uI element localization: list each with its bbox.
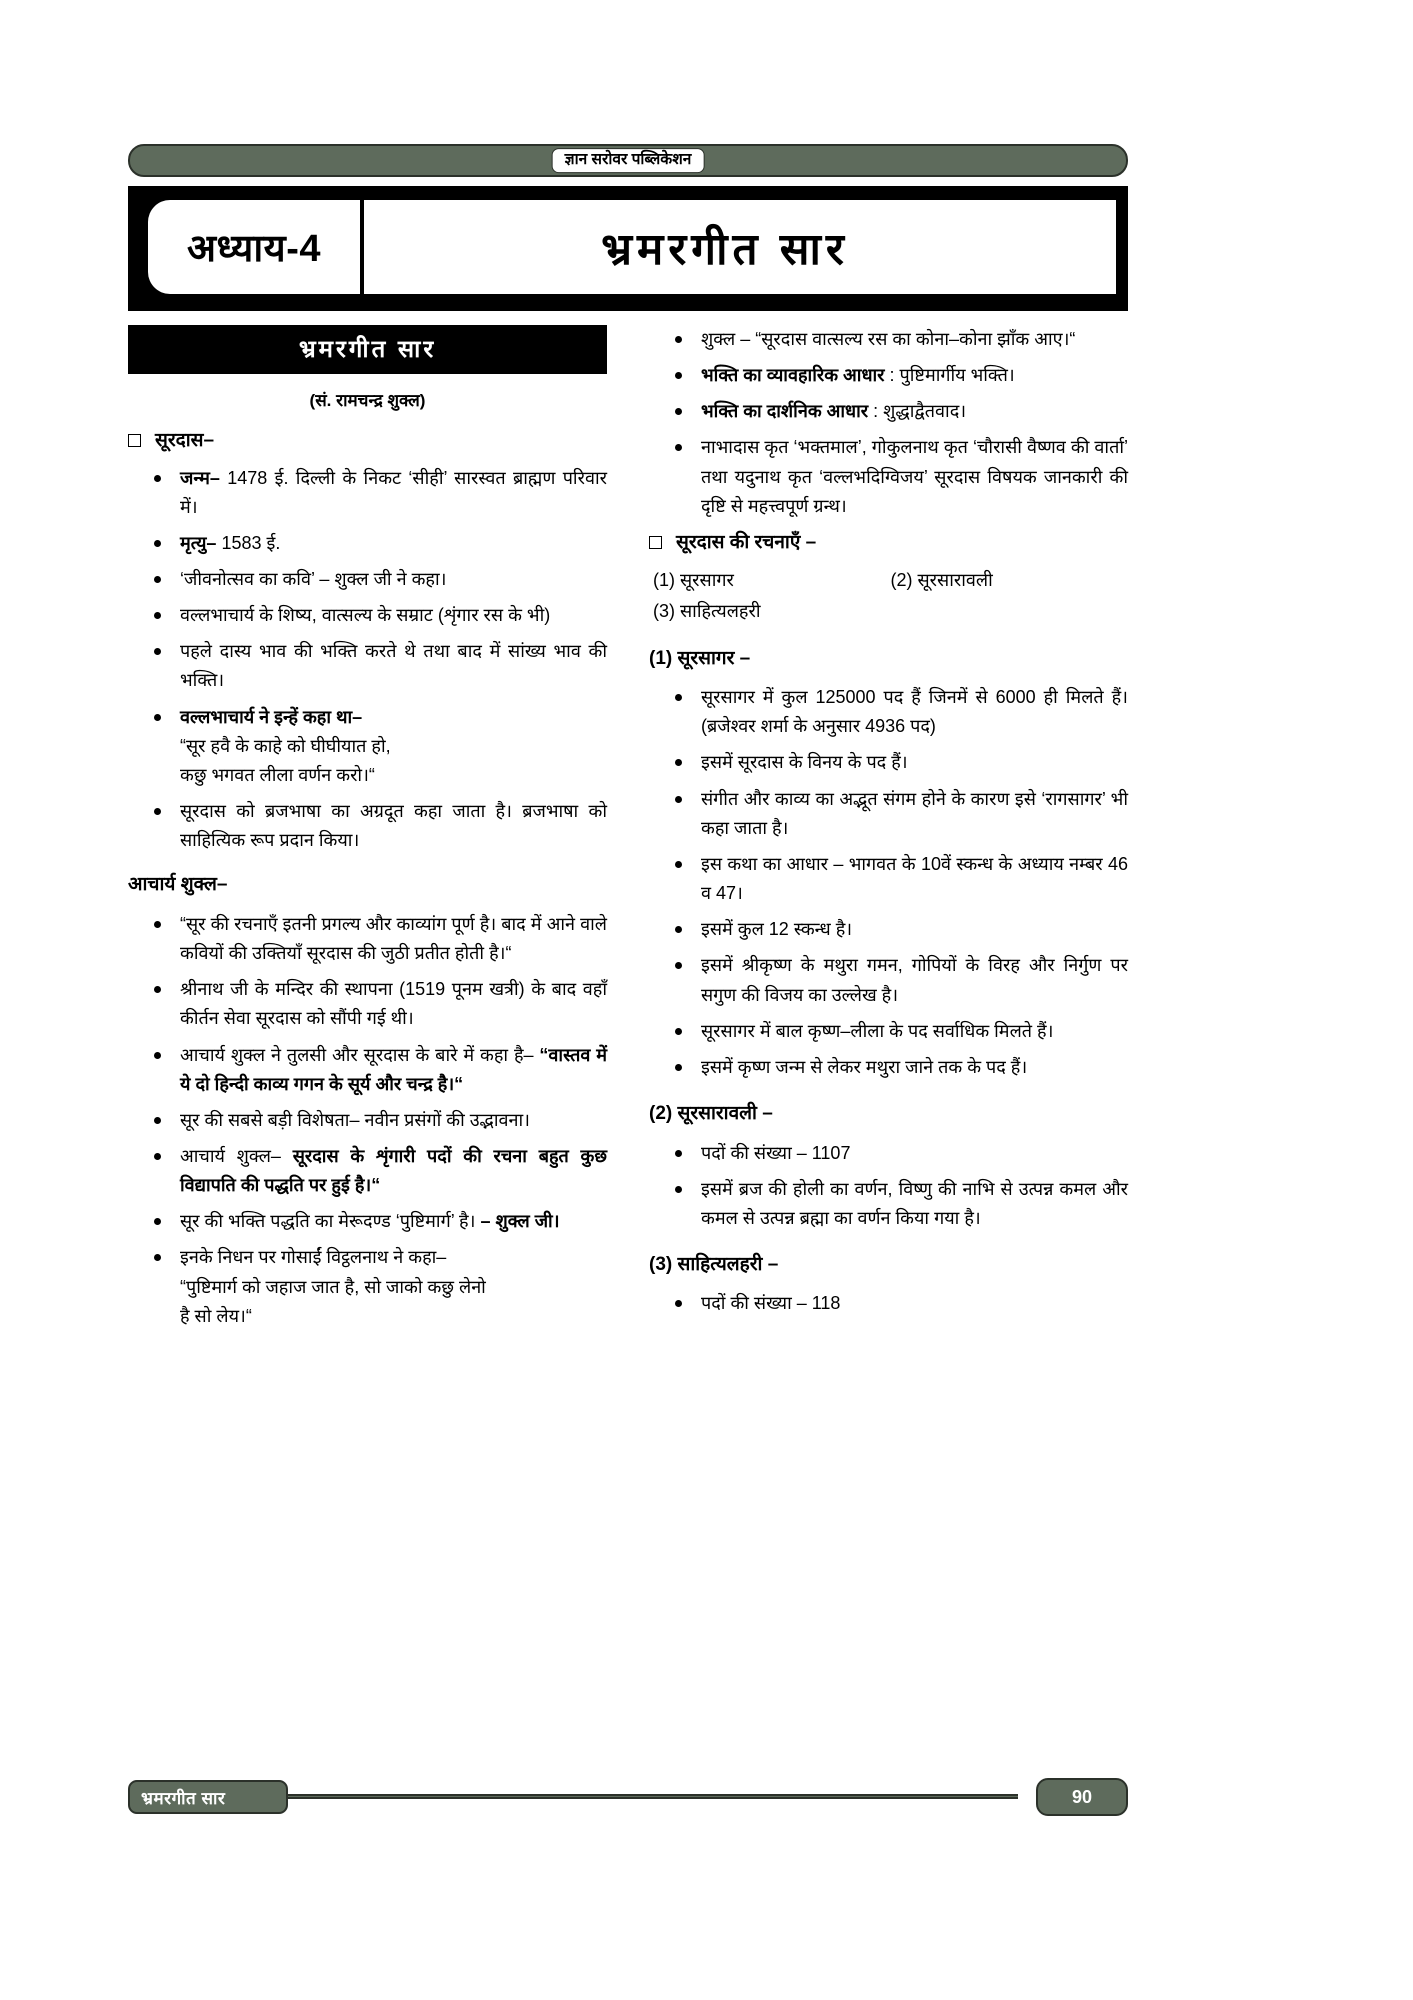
point-text: इसमें कृष्ण जन्म से लेकर मथुरा जाने तक के पद हैं। <box>701 1056 1028 1077</box>
point-label: भक्ति का व्यावहारिक आधार <box>701 365 885 386</box>
list-item <box>671 915 1128 944</box>
shukla-points-list <box>150 910 607 1331</box>
right-column <box>649 325 1128 1750</box>
point-label: जन्म– <box>180 467 220 488</box>
section-banner: भ्रमरगीत सार <box>128 325 607 374</box>
point-text: पदों की संख्या – 1107 <box>701 1142 851 1163</box>
sahityalahari-points-list <box>671 1289 1128 1318</box>
work-item: (1) सूरसागर <box>653 570 734 591</box>
point-text: 1478 ई. दिल्ली के निकट ‘सीही’ सारस्वत ब्राह्मण परिवार में। <box>180 467 607 517</box>
page-title: भ्रमरगीत सार <box>601 225 849 274</box>
point-text: संगीत और काव्य का अद्भूत संगम होने के कारण इसे ‘रागसागर’ भी कहा जाता है। <box>701 788 1128 838</box>
list-item <box>671 951 1128 1009</box>
heading-sahityalahari: (3) साहित्यलहरी – <box>649 1253 779 1275</box>
point-label: मृत्यु– <box>180 532 217 553</box>
list-item <box>671 683 1128 741</box>
point-text: सूरसागर में बाल कृष्ण–लीला के पद सर्वाधिक मिलते हैं। <box>701 1020 1054 1041</box>
point-text: सूरदास को ब्रजभाषा का अग्रदूत कहा जाता है। ब्रजभाषा को साहित्यिक रूप प्रदान किया। <box>180 801 607 851</box>
point-text: पहले दास्य भाव की भक्ति करते थे तथा बाद में सांख्य भाव की भक्ति। <box>180 641 607 691</box>
square-bullet-icon <box>128 434 141 447</box>
heading-surdas <box>128 427 607 456</box>
point-text: “सूर की रचनाएँ इतनी प्रगल्य और काव्यांग पूर्ण है। बाद में आने वाले कवियों की उक्तियाँ सूरदास की जुठी प्रतीत होती है।“ <box>180 913 607 964</box>
list-item <box>150 1243 607 1330</box>
heading-acharya-shukla: आचार्य शुक्ल– <box>128 874 228 896</box>
point-text: शुक्ल – “सूरदास वात्सल्य रस का कोना–कोना झाँक आए।“ <box>701 329 1076 349</box>
list-item <box>150 565 607 594</box>
page-footer <box>128 1780 1128 1816</box>
publisher-name: ज्ञान सरोवर पब्लिकेशन <box>552 148 705 174</box>
list-item <box>150 910 607 968</box>
point-text: वल्लभाचार्य के शिष्य, वात्सल्य के सम्राट (शृंगार रस के भी) <box>180 605 551 626</box>
list-item <box>671 1139 1128 1168</box>
point-text: इस कथा का आधार – भागवत के 10वें स्कन्ध के अध्याय नम्बर 46 व 47। <box>701 853 1128 904</box>
chapter-header-band <box>128 186 1128 311</box>
vallabh-verse-line-1: “सूर हवै के काहे को घीघीयात हो, <box>180 735 391 756</box>
work-item: (3) साहित्यलहरी <box>653 601 761 622</box>
tulsi-quote: “वास्तव में ये दो हिन्दी काव्य गगन के सूर्य और चन्द्र है।“ <box>180 1044 607 1094</box>
surdas-points-list <box>150 464 607 856</box>
point-text: इसमें ब्रज की होली का वर्णन, विष्णु की नाभि से उत्पन्न कमल और कमल से उत्पन्न ब्रह्मा का वर्णन किया गया है। <box>701 1178 1128 1228</box>
body-columns <box>128 325 1128 1750</box>
list-item <box>671 850 1128 908</box>
list-item <box>671 361 1128 390</box>
shringari-lead: आचार्य शुक्ल– <box>180 1145 293 1166</box>
merudand-attribution: – शुक्ल जी। <box>480 1211 560 1232</box>
list-item <box>671 1175 1128 1233</box>
footer-chapter-label: भ्रमरगीत सार <box>141 1788 226 1808</box>
list-item <box>150 464 607 522</box>
list-item <box>150 637 607 695</box>
tulsi-lead: आचार्य शुक्ल ने तुलसी और सूरदास के बारे में कहा है– <box>180 1044 540 1065</box>
list-item <box>150 1207 607 1236</box>
list-item <box>671 1017 1128 1046</box>
list-item <box>671 325 1128 354</box>
point-label: भक्ति का दार्शनिक आधार <box>701 401 869 422</box>
list-item <box>671 397 1128 426</box>
footer-chapter-label-box <box>128 1780 288 1814</box>
point-text: नाभादास कृत ‘भक्तमाल’, गोकुलनाथ कृत ‘चौरासी वैष्णव की वार्ता’ तथा यदुनाथ कृत ‘वल्लभदिग्विजय’ सूरदास विषयक जानकारी की दृष्टि से महत्त्वपूर्ण ग्रन्थ। <box>701 437 1128 516</box>
point-text: पदों की संख्या – 118 <box>701 1293 841 1314</box>
left-column <box>128 325 607 1750</box>
heading-soorsagar: (1) सूरसागर – <box>649 647 751 669</box>
list-item <box>150 529 607 558</box>
work-item: (2) सूरसारावली <box>890 570 993 591</box>
heading-rachnaye-label: सूरदास की रचनाएँ – <box>676 531 817 553</box>
square-bullet-icon <box>649 536 662 549</box>
list-item <box>671 433 1128 520</box>
point-text: सूर की भक्ति पद्धति का मेरूदण्ड ‘पुष्टिमार्ग’ है। <box>180 1211 476 1232</box>
editor-byline: (सं. रामचन्द्र शुक्ल) <box>309 391 426 410</box>
list-item <box>671 748 1128 777</box>
chapter-header-inner <box>148 200 1116 294</box>
page-number-badge <box>1036 1778 1128 1816</box>
list-item <box>150 975 607 1033</box>
point-text: इसमें कुल 12 स्कन्ध है। <box>701 919 853 940</box>
vitthalnath-lead: इनके निधन पर गोसाईं विट्ठलनाथ ने कहा– <box>180 1247 447 1268</box>
list-item <box>150 1106 607 1135</box>
vitthalnath-quote-line-1: “पुष्टिमार्ग को जहाज जात है, सो जाको कछु लेनो <box>180 1276 486 1297</box>
heading-soorsaravali: (2) सूरसारावली – <box>649 1103 773 1124</box>
shringari-quote: सूरदास के शृंगारी पदों की रचना बहुत कुछ विद्यापति की पद्धति पर हुई है।“ <box>180 1145 607 1196</box>
vitthalnath-quote-line-2: है सो लेय।“ <box>180 1305 252 1326</box>
soorsaravali-points-list <box>671 1139 1128 1233</box>
vallabh-verse-line-2: कछु भगवत लीला वर्णन करो।“ <box>180 764 375 785</box>
point-text: : पुष्टिमार्गीय भक्ति। <box>884 365 1015 386</box>
point-text: इसमें श्रीकृष्ण के मथुरा गमन, गोपियों के विरह और निर्गुण पर सगुण की विजय का उल्लेख है। <box>701 955 1128 1005</box>
footer-divider <box>288 1794 1018 1799</box>
list-item <box>671 1289 1128 1318</box>
point-text: ‘जीवनोत्सव का कवि’ – शुक्ल जी ने कहा। <box>180 568 447 589</box>
works-list <box>653 565 1128 626</box>
vallabh-lead: वल्लभाचार्य ने इन्हें कहा था– <box>180 706 363 727</box>
list-item <box>150 797 607 855</box>
point-text: 1583 ई. <box>216 532 281 553</box>
soorsagar-points-list <box>671 683 1128 1082</box>
footer-chapter-tab <box>128 1780 288 1814</box>
list-item <box>150 601 607 630</box>
point-text: सूरसागर में कुल 125000 पद हैं जिनमें से 6000 ही मिलते हैं। (ब्रजेश्वर शर्मा के अनुसार 4936 पद) <box>701 687 1128 737</box>
list-item <box>671 785 1128 843</box>
list-item <box>150 703 607 790</box>
list-item <box>150 1041 607 1099</box>
heading-surdas-label: सूरदास– <box>155 430 215 451</box>
chapter-number: अध्याय-4 <box>148 200 364 294</box>
page-number: 90 <box>1071 1786 1093 1807</box>
point-text: सूर की सबसे बड़ी विशेषता– नवीन प्रसंगों की उद्भावना। <box>180 1109 531 1130</box>
heading-rachnaye <box>649 529 1128 558</box>
point-text: इसमें सूरदास के विनय के पद हैं। <box>701 752 908 773</box>
point-text: : शुद्धाद्वैतवाद। <box>868 401 967 422</box>
publisher-ribbon <box>128 144 1128 177</box>
list-item <box>150 1142 607 1200</box>
point-text: श्रीनाथ जी के मन्दिर की स्थापना (1519 पूनम खत्री) के बाद वहाँ कीर्तन सेवा सूरदास को सौंपी गई थी। <box>180 979 607 1029</box>
list-item <box>671 1053 1128 1082</box>
basis-points-list <box>671 325 1128 521</box>
